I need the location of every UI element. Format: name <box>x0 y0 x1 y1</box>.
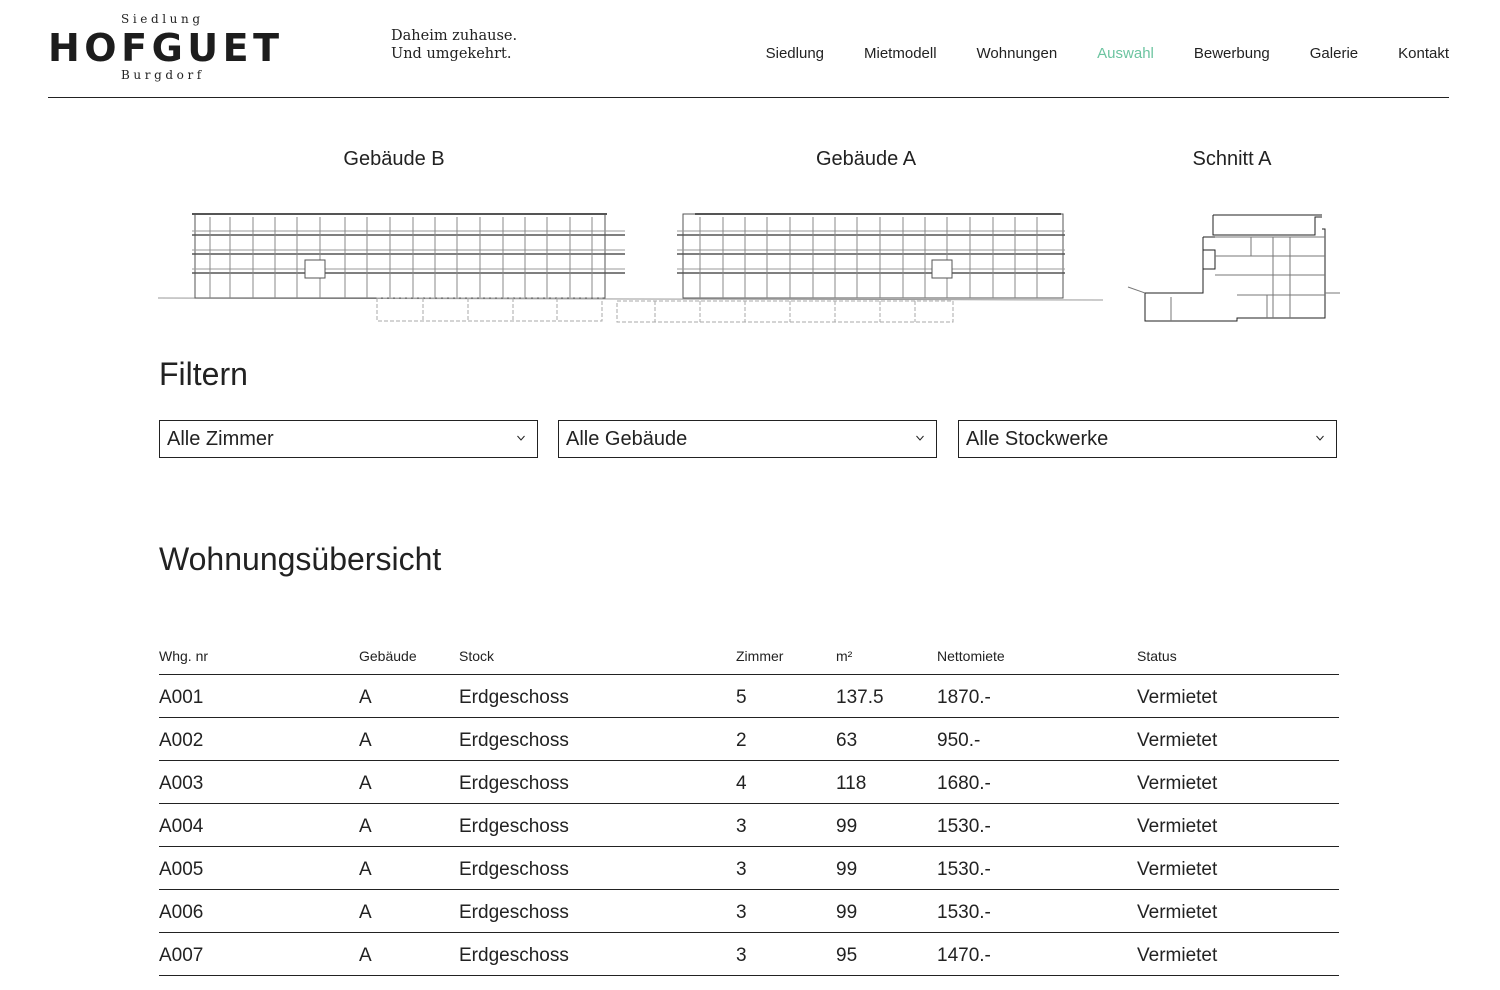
cell-zimmer: 2 <box>736 730 747 751</box>
cell-status: Vermietet <box>1137 902 1218 923</box>
cell-status: Vermietet <box>1137 945 1218 966</box>
cell-gebaeude: A <box>359 859 372 880</box>
column-header-stock[interactable]: Stock <box>459 648 495 664</box>
cell-area: 137.5 <box>836 687 884 708</box>
building-b-label[interactable]: Gebäude B <box>343 148 445 170</box>
cell-status: Vermietet <box>1137 816 1218 837</box>
cell-stock: Erdgeschoss <box>459 816 569 837</box>
column-header-gebaeude[interactable]: Gebäude <box>359 648 417 664</box>
cell-area: 95 <box>836 945 858 966</box>
cell-status: Vermietet <box>1137 773 1218 794</box>
cell-whg-nr: A001 <box>159 687 204 708</box>
cell-nettomiete: 1870.- <box>937 687 991 708</box>
cell-gebaeude: A <box>359 945 372 966</box>
cell-zimmer: 4 <box>736 773 747 794</box>
site-header <box>48 0 1449 98</box>
section-a-drawing[interactable] <box>1125 205 1345 330</box>
nav-item-siedlung[interactable]: Siedlung <box>765 45 825 62</box>
cell-whg-nr: A004 <box>159 816 204 837</box>
building-a-label[interactable]: Gebäude A <box>815 148 917 170</box>
section-a-label[interactable]: Schnitt A <box>1192 148 1272 170</box>
cell-whg-nr: A006 <box>159 902 204 923</box>
nav-item-mietmodell[interactable]: Mietmodell <box>864 45 937 62</box>
cell-whg-nr: A002 <box>159 730 204 751</box>
main-nav <box>726 45 1449 62</box>
table-row[interactable] <box>159 718 1339 761</box>
column-header-area[interactable]: m² <box>836 648 853 664</box>
logo-subtitle-bottom: Burgdorf <box>121 68 205 82</box>
cell-nettomiete: 1680.- <box>937 773 991 794</box>
overview-title: Wohnungsübersicht <box>159 541 442 577</box>
table-row[interactable] <box>159 933 1339 976</box>
floor-filter-value: Alle Stockwerke <box>966 428 1109 450</box>
nav-item-kontakt[interactable]: Kontakt <box>1398 45 1449 62</box>
table-row[interactable] <box>159 675 1339 718</box>
building-a-elevation <box>617 214 1065 322</box>
nav-item-galerie[interactable]: Galerie <box>1309 45 1359 62</box>
cell-stock: Erdgeschoss <box>459 773 569 794</box>
floor-filter-select[interactable] <box>958 420 1337 458</box>
apartment-table <box>159 640 1339 976</box>
cell-whg-nr: A007 <box>159 945 204 966</box>
cell-gebaeude: A <box>359 687 372 708</box>
logo[interactable] <box>48 12 284 86</box>
cell-area: 99 <box>836 816 858 837</box>
building-filter-select[interactable] <box>558 420 937 458</box>
nav-item-auswahl[interactable]: Auswahl <box>1097 45 1154 62</box>
cell-status: Vermietet <box>1137 859 1218 880</box>
cell-stock: Erdgeschoss <box>459 902 569 923</box>
rooms-filter-select[interactable] <box>159 420 538 458</box>
table-row[interactable] <box>159 804 1339 847</box>
cell-area: 118 <box>836 773 867 794</box>
cell-area: 99 <box>836 859 858 880</box>
cell-nettomiete: 950.- <box>937 730 981 751</box>
column-header-nettomiete[interactable]: Nettomiete <box>937 648 1005 664</box>
cell-stock: Erdgeschoss <box>459 730 569 751</box>
tagline <box>391 27 517 63</box>
cell-whg-nr: A005 <box>159 859 204 880</box>
cell-zimmer: 3 <box>736 945 747 966</box>
table-row[interactable] <box>159 890 1339 933</box>
cell-stock: Erdgeschoss <box>459 859 569 880</box>
cell-zimmer: 3 <box>736 816 747 837</box>
tagline-line-1: Daheim zuhause. <box>391 28 518 44</box>
rooms-filter-value: Alle Zimmer <box>167 428 274 450</box>
cell-nettomiete: 1530.- <box>937 859 991 880</box>
cell-zimmer: 5 <box>736 687 747 708</box>
cell-gebaeude: A <box>359 816 372 837</box>
nav-item-bewerbung[interactable]: Bewerbung <box>1193 45 1270 62</box>
cell-gebaeude: A <box>359 902 372 923</box>
cell-stock: Erdgeschoss <box>459 687 569 708</box>
building-b-elevation <box>192 214 625 321</box>
cell-nettomiete: 1470.- <box>937 945 991 966</box>
cell-nettomiete: 1530.- <box>937 816 991 837</box>
building-elevation-drawing[interactable] <box>155 205 1115 330</box>
table-row[interactable] <box>159 847 1339 890</box>
column-header-whg-nr[interactable]: Whg. nr <box>159 648 209 664</box>
cell-status: Vermietet <box>1137 687 1218 708</box>
column-header-zimmer[interactable]: Zimmer <box>736 648 784 664</box>
cell-gebaeude: A <box>359 773 372 794</box>
chevron-down-icon <box>1316 434 1324 442</box>
tagline-line-2: Und umgekehrt. <box>391 46 512 62</box>
column-header-status[interactable]: Status <box>1137 648 1177 664</box>
cell-stock: Erdgeschoss <box>459 945 569 966</box>
nav-item-wohnungen[interactable]: Wohnungen <box>976 45 1058 62</box>
cell-zimmer: 3 <box>736 902 747 923</box>
cell-area: 63 <box>836 730 858 751</box>
cell-area: 99 <box>836 902 858 923</box>
cell-gebaeude: A <box>359 730 372 751</box>
cell-status: Vermietet <box>1137 730 1218 751</box>
table-row[interactable] <box>159 761 1339 804</box>
cell-whg-nr: A003 <box>159 773 204 794</box>
building-filter-value: Alle Gebäude <box>566 428 688 450</box>
logo-subtitle-top: Siedlung <box>121 12 204 26</box>
chevron-down-icon <box>916 434 924 442</box>
chevron-down-icon <box>517 434 525 442</box>
logo-wordmark: HOFGUET <box>48 26 284 70</box>
filter-title: Filtern <box>159 356 248 392</box>
cell-nettomiete: 1530.- <box>937 902 991 923</box>
cell-zimmer: 3 <box>736 859 747 880</box>
table-header <box>159 640 1339 675</box>
